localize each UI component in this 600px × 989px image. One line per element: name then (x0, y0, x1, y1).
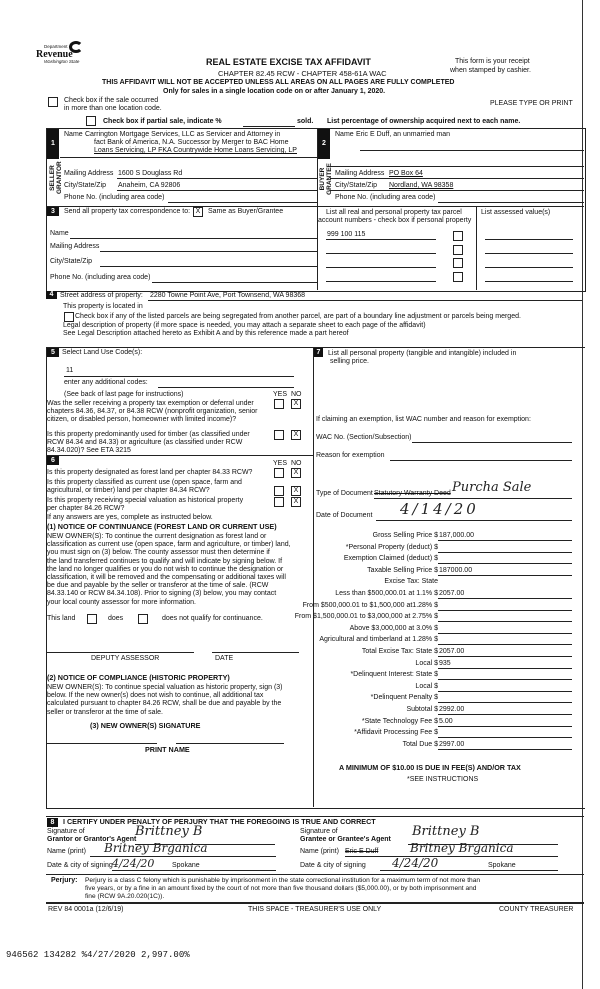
tax-row-value[interactable]: 935 (439, 659, 451, 667)
buyer-city-label: City/State/Zip (335, 182, 378, 189)
tax-row-label: From $1,500,000.01 to $3,000,000 at 2.75% $ (294, 613, 438, 621)
section-7-number: 7 (314, 348, 323, 357)
seller-name-label: Name (64, 131, 83, 138)
forest-no-checkbox[interactable]: X (291, 468, 301, 478)
street-address-value[interactable]: 2280 Towne Point Ave, Port Townsend, WA 98368 (150, 292, 306, 299)
tax-row-value[interactable]: 2057.00 (439, 590, 465, 597)
additional-codes-label: enter any additional codes: (64, 379, 148, 386)
if-yes-note: If any answers are yes, complete as instructed below. (47, 514, 213, 521)
tax-row-line (438, 679, 572, 680)
partial-sale-label: Check box if partial sale, indicate % (103, 118, 222, 125)
grantee-sig-label-2: Grantee or Grantee's Agent (300, 836, 391, 843)
grantee-signature[interactable]: Brittney B (412, 824, 480, 839)
send-correspondence-label: Send all property tax correspondence to: (64, 208, 191, 215)
assessed-value-field[interactable] (485, 281, 573, 282)
section-3-number: 3 (47, 207, 59, 216)
please-type: PLEASE TYPE OR PRINT (490, 100, 573, 107)
personal-property-checkbox[interactable] (453, 245, 463, 255)
does-not-qualify-label: does not qualify for continuance. (162, 615, 263, 622)
new-owner-signature-field[interactable] (47, 743, 157, 744)
timber-yes-checkbox[interactable] (274, 430, 284, 440)
parcel-line (326, 239, 436, 240)
grantee-sig-label-1: Signature of (300, 828, 338, 835)
correspondence-name-field[interactable] (70, 238, 317, 239)
document-type-label: Type of Document (316, 490, 373, 497)
not-qualifies-checkbox[interactable] (138, 614, 148, 624)
tax-row-value[interactable]: 187000.00 (439, 566, 473, 574)
tax-row-label: *Delinquent Interest: State $ (350, 671, 438, 679)
grantor-sig-label-1: Signature of (47, 828, 85, 835)
buyer-name-label: Name (335, 131, 354, 138)
tax-row-label: Agricultural and timberland at 1.28% $ (319, 636, 438, 644)
tax-row-line (438, 726, 572, 727)
qualifies-checkbox[interactable] (87, 614, 97, 624)
divider (46, 206, 584, 207)
grantee-date-value[interactable]: 4/24/20 (392, 856, 439, 870)
tax-row-line (438, 668, 572, 669)
tax-row-label: *Affidavit Processing Fee $ (354, 729, 438, 737)
assessed-value-field[interactable] (485, 239, 573, 240)
exemption-question-2: chapters 84.36, 84.37, or 84.38 RCW (nonprofit organization, senior (47, 408, 258, 415)
parcel-header-2: account numbers - check box if personal property (318, 217, 472, 224)
wac-field[interactable] (412, 442, 572, 443)
historic-yes-checkbox[interactable] (274, 497, 284, 507)
section-1-number: 1 (47, 129, 59, 159)
personal-property-checkbox[interactable] (453, 258, 463, 268)
exemption-question-3: citizen, or disabled person, homeowner with limited income)? (47, 416, 237, 423)
tax-row-line (438, 563, 572, 564)
tax-row-label: Excise Tax: State (384, 578, 438, 586)
exemption-question-1: Was the seller receiving a property tax exemption or deferral under (47, 400, 254, 407)
tax-row-line (438, 633, 572, 634)
notice-line: the land transferred continues to qualify and will indicate by signing below. If (47, 557, 283, 565)
receipt-note-1: This form is your receipt (455, 58, 530, 65)
exemption-reason-field[interactable] (390, 460, 572, 461)
current-use-question-1: Is this property classified as current use (open space, farm and (47, 479, 242, 486)
tax-row-label: Local $ (415, 659, 438, 667)
exemption-yes-checkbox[interactable] (274, 399, 284, 409)
notice-compliance-title: (2) NOTICE OF COMPLIANCE (HISTORIC PROPERTY) (47, 673, 230, 682)
tax-row-line (438, 575, 572, 576)
multi-location-label-1: Check box if the sale occurred (64, 97, 159, 104)
grantee-name-line (345, 856, 558, 857)
yes-header: YES (273, 460, 288, 467)
notice-line: classification as current use (open space, farm and agriculture, or timber) land, (47, 541, 291, 549)
notice-line: the land no longer qualifies or you do not wish to continue the designation or (47, 565, 284, 573)
tax-row-label: Total Excise Tax: State $ (361, 648, 438, 655)
segregated-label: Check box if any of the listed parcels are being segregated from another parcel, are part of a boundary line adjustment or parcels being merged. (75, 313, 521, 320)
perjury-text-2: five years, or by a fine in an amount fixed by the court of not more than five thousand dollars ($5,000.00), or by both imprisonment and (85, 885, 477, 892)
buyer-name-line (360, 150, 584, 151)
grantee-date-line (380, 870, 558, 871)
county-treasurer-label: COUNTY TREASURER (499, 906, 574, 913)
divider (330, 166, 584, 167)
logo-name: Revenue (36, 49, 73, 60)
tax-row-line (438, 737, 572, 738)
does-label: does (108, 615, 124, 622)
buyer-phone-field[interactable] (438, 202, 584, 203)
multi-location-label-2: in more than one location code. (64, 105, 162, 112)
logo-state: Washington State (44, 59, 80, 64)
print-name-label: PRINT NAME (145, 745, 190, 754)
form-chapter: CHAPTER 82.45 RCW - CHAPTER 458-61A WAC (218, 69, 387, 78)
tax-row-label: Above $3,000,000 at 3.0% $ (349, 624, 438, 632)
legal-description-value[interactable]: See Legal Description attached hereto as Exhibit A and by this reference made a part hereof (63, 330, 349, 337)
buyer-name-value[interactable]: Eric E Duff, an unmarried man (356, 131, 451, 138)
timber-no-checkbox[interactable]: X (291, 430, 301, 440)
perjury-label: Perjury: (51, 877, 78, 884)
tax-row-label: Total Due $ (402, 740, 438, 748)
parcel-line (326, 267, 436, 268)
seller-city-value[interactable]: Anaheim, CA 92806 (118, 182, 181, 189)
divider (46, 455, 313, 456)
street-address-line (148, 300, 582, 301)
new-owner-signature-title: (3) NEW OWNER(S) SIGNATURE (90, 721, 201, 730)
historic-question-2: per chapter 84.26 RCW? (47, 505, 125, 512)
assessed-header: List assessed value(s) (481, 209, 551, 216)
tax-row-label: From $500,000.01 to $1,500,000 at1.28% $ (302, 601, 438, 609)
seller-name-1[interactable]: Carrington Mortgage Services, LLC as Servicer and Attorney in (85, 131, 281, 138)
grantee-city-value[interactable]: Spokane (488, 862, 516, 869)
parcel-line (326, 253, 436, 254)
parcel-header-1: List all real and personal property tax parcel (326, 209, 462, 216)
land-use-code[interactable]: 11 (66, 367, 74, 374)
wac-label: WAC No. (Section/Subsection) (316, 434, 412, 441)
notice-line: be due and payable by the seller or transferor at the time of sale. (RCW (47, 582, 269, 590)
date-label: DATE (215, 655, 234, 662)
seller-name-3[interactable]: Loans Servicing, LP FKA Countrywide Home Loans Servicing, LP (94, 147, 297, 154)
yes-header: YES (273, 391, 288, 398)
grantor-city-value[interactable]: Spokane (172, 862, 200, 869)
seller-mailing-value[interactable]: 1600 S Douglass Rd (118, 170, 183, 177)
grantor-date-line (112, 870, 276, 871)
notice-line: classification, it will be removed and the compensating or additional taxes will (47, 574, 286, 581)
grantee-name-struck: Eric E Duff (345, 848, 379, 855)
same-as-buyer-label: Same as Buyer/Grantee (208, 208, 284, 215)
tax-row-value[interactable]: 2992.00 (439, 706, 465, 713)
list-percentage-label: List percentage of ownership acquired next to each name. (327, 118, 521, 125)
no-header: NO (291, 460, 302, 467)
segregated-checkbox[interactable] (64, 312, 74, 322)
tax-row-value[interactable]: 187,000.00 (439, 532, 475, 539)
section-5-number: 5 (47, 348, 59, 357)
seller-name-2[interactable]: fact Bank of America, N.A. Successor by Merger to BAC Home (94, 139, 289, 146)
grantee-name-value[interactable]: Britney Brganica (410, 841, 514, 855)
tax-row-line (438, 702, 572, 703)
notice-continuance-title: (1) NOTICE OF CONTINUANCE (FOREST LAND OR CURRENT USE) (47, 522, 277, 531)
no-header: NO (291, 391, 302, 398)
perjury-text-3: fine (RCW 9A.20.020(1C)). (85, 893, 165, 900)
tax-row-label: *Delinquent Penalty $ (370, 694, 438, 702)
minimum-due-note: A MINIMUM OF $10.00 IS DUE IN FEE(S) AND/OR TAX (339, 763, 521, 772)
legal-description-label: Legal description of property (if more space is needed, you may attach a separate sheet to each page of the affidavit) (63, 322, 426, 329)
seller-grantor-label (49, 162, 63, 194)
notice-line: below. If the new owner(s) does not wish to continue, all additional tax (47, 692, 264, 700)
treasurer-use-label: THIS SPACE - TREASURER'S USE ONLY (248, 906, 382, 913)
notice-line: NEW OWNER(S): To continue special valuation as historic property, sign (3) (47, 684, 283, 691)
current-use-question-2: agricultural, or timber) land per chapter 84.34 RCW? (47, 487, 210, 494)
tax-row-line (438, 552, 572, 553)
correspondence-mailing-field[interactable] (100, 251, 317, 252)
seller-mailing-line (117, 178, 317, 179)
current-use-yes-checkbox[interactable] (274, 486, 284, 496)
notice-line: seller or transferor at the time of sale. (47, 708, 163, 716)
partial-sale-checkbox[interactable] (86, 116, 96, 126)
correspondence-name-label: Name (50, 230, 69, 237)
grantor-name-value[interactable]: Britney Brganica (104, 841, 208, 855)
this-land-label: This land (47, 615, 76, 622)
grantee-name-label: Name (print) (300, 848, 339, 855)
assessor-date-field[interactable] (212, 652, 299, 653)
notice-line: your local county assessor for more information. (47, 598, 197, 606)
located-in-label: This property is located in (63, 303, 143, 310)
receipt-stamp: 946562 134282 %4/27/2020 2,997.00% (6, 950, 190, 960)
forest-yes-checkbox[interactable] (274, 468, 284, 478)
section-2-number: 2 (318, 129, 330, 159)
section-4-number: 4 (46, 291, 57, 299)
new-owner-signature-field-2[interactable] (176, 743, 284, 744)
grantor-name-label: Name (print) (47, 848, 86, 855)
buyer-city-value[interactable]: Nordland, WA 98358 (389, 182, 454, 189)
correspondence-mailing-label: Mailing Address (50, 243, 100, 250)
certify-statement: I CERTIFY UNDER PENALTY OF PERJURY THAT THE FOREGOING IS TRUE AND CORRECT (63, 817, 376, 826)
divider (330, 178, 584, 179)
correspondence-phone-label: Phone No. (including area code) (50, 274, 151, 281)
form-title: REAL ESTATE EXCISE TAX AFFIDAVIT (206, 57, 371, 67)
correspondence-city-field[interactable] (100, 266, 317, 267)
tax-row-line (438, 598, 572, 599)
historic-no-checkbox[interactable]: X (291, 497, 301, 507)
timber-question-2: RCW 84.34 and 84.33) or agriculture (as classified under RCW (47, 439, 243, 446)
section-6-number: 6 (47, 456, 59, 465)
buyer-label: BUYER (319, 167, 326, 191)
exemption-prompt: If claiming an exemption, list WAC number and reason for exemption: (316, 416, 531, 423)
same-as-buyer-checkbox[interactable]: X (193, 207, 203, 217)
seller-phone-field[interactable] (168, 202, 317, 203)
tax-row-label: Exemption Claimed (deduct) $ (343, 555, 438, 563)
assessed-value-field[interactable] (485, 253, 573, 254)
notice-line: calculated pursuant to chapter 84.26 RCW, shall be due and payable by the (47, 700, 282, 708)
parcel-number-1[interactable]: 999 100 115 (327, 231, 366, 238)
tax-row-label: *State Technology Fee $ (361, 717, 438, 725)
partial-percent-field[interactable] (243, 126, 295, 127)
document-date-line (376, 520, 572, 521)
document-type-handwritten[interactable]: Purcha Sale (452, 480, 532, 495)
divider (46, 874, 584, 875)
deputy-assessor-label: DEPUTY ASSESSOR (91, 655, 160, 662)
timber-question-1: Is this property predominantly used for timber (as classified under (47, 431, 250, 438)
assessed-value-field[interactable] (485, 267, 573, 268)
form-revision: REV 84 0001a (12/6/19) (48, 906, 124, 913)
logo-swoosh-icon (69, 41, 83, 53)
perjury-text-1: Perjury is a class C felony which is punishable by imprisonment in the state correctional institution for a maximum term of not more than (85, 877, 481, 884)
grantor-date-value[interactable]: 4/24/20 (112, 857, 155, 870)
grantor-signature[interactable]: Brittney B (135, 824, 203, 839)
document-type-struck: Statutory Warranty Deed (374, 490, 451, 497)
see-instructions: *SEE INSTRUCTIONS (407, 776, 479, 783)
timber-question-3: 84.34.020)? See ETA 3215 (47, 447, 131, 454)
buyer-phone-label: Phone No. (including area code) (335, 194, 436, 201)
buyer-mailing-label: Mailing Address (335, 170, 385, 177)
section-8-number: 8 (47, 818, 58, 827)
tax-row-label: Local $ (415, 682, 438, 690)
current-use-no-checkbox[interactable]: X (291, 486, 301, 496)
sections-divider (313, 347, 314, 807)
sold-label: sold. (297, 118, 314, 125)
receipt-note-2: when stamped by cashier. (450, 67, 531, 74)
seller-mailing-label: Mailing Address (64, 170, 114, 177)
personal-property-checkbox[interactable] (453, 272, 463, 282)
only-sales-line: Only for sales in a single location code on or after January 1, 2020. (163, 88, 386, 95)
notice-line: NEW OWNER(S): To continue the current designation as forest land or (47, 533, 267, 540)
tax-row-line (438, 621, 572, 622)
seller-label: SELLER (49, 165, 56, 191)
correspondence-phone-field[interactable] (152, 282, 317, 283)
document-date-value[interactable]: 4/14/20 (400, 500, 479, 518)
tax-row-line (438, 749, 572, 750)
grantee-label: GRANTEE (326, 163, 333, 195)
tax-row-line (438, 610, 572, 611)
historic-question-1: Is this property receiving special valuation as historical property (47, 497, 244, 504)
see-back-label: (See back of last page for instructions) (64, 391, 184, 398)
grantor-sig-label-2: Grantor or Grantor's Agent (47, 836, 137, 843)
correspondence-city-label: City/State/Zip (50, 258, 93, 265)
tax-row-value[interactable]: 2057.00 (439, 648, 465, 655)
divider (46, 902, 584, 904)
personal-property-title-1: List all personal property (tangible and intangible) included in (328, 350, 517, 357)
tax-row-line (438, 714, 572, 715)
warning-line: THIS AFFIDAVIT WILL NOT BE ACCEPTED UNLESS ALL AREAS ON ALL PAGES ARE FULLY COMPLETED (102, 79, 455, 86)
tax-row-label: Less than $500,000.01 at 1.1% $ (335, 590, 438, 597)
parcel-line (326, 281, 436, 282)
assessed-divider (476, 206, 477, 290)
additional-codes-field[interactable] (158, 387, 294, 388)
grantee-date-label: Date & city of signing (300, 862, 366, 869)
buyer-mailing-value[interactable]: PO Box 64 (389, 170, 423, 177)
seller-city-label: City/State/Zip (64, 182, 107, 189)
document-date-label: Date of Document (316, 512, 373, 519)
notice-line: you must sign on (3) below. The county assessor must then determine if (47, 549, 270, 557)
tax-row-label: *Personal Property (deduct) $ (345, 543, 438, 551)
notice-line: 84.33.140 or RCW 84.34.108). Prior to signing (3) below, you may contact (47, 590, 277, 598)
land-use-title: Select Land Use Code(s): (62, 349, 143, 356)
grantor-date-label: Date & city of signing (47, 862, 113, 869)
tax-row-line (438, 644, 572, 645)
seller-city-line (117, 190, 317, 191)
tax-row-line (438, 656, 572, 657)
forest-question: Is this property designated as forest land per chapter 84.33 RCW? (47, 469, 253, 476)
grantor-label: GRANTOR (56, 161, 63, 194)
tax-row-label: Subtotal $ (406, 706, 438, 713)
exemption-no-checkbox[interactable]: X (291, 399, 301, 409)
tax-row-line (438, 691, 572, 692)
tax-row-value[interactable]: 5.00 (439, 717, 453, 725)
divider (60, 157, 317, 158)
divider (330, 190, 584, 191)
seller-phone-label: Phone No. (including area code) (64, 194, 165, 201)
personal-property-title-2: selling price. (330, 358, 369, 365)
land-use-code-line (64, 376, 294, 377)
tax-row-line (438, 540, 572, 541)
document-type-line (374, 498, 572, 499)
logo-dept: Department of (44, 44, 73, 49)
tax-row-label: Gross Selling Price $ (372, 532, 438, 539)
multi-location-checkbox[interactable] (48, 97, 58, 107)
exemption-reason-label: Reason for exemption (316, 452, 385, 459)
street-address-label: Street address of property: (60, 292, 143, 299)
tax-row-value[interactable]: 2997.00 (439, 740, 465, 748)
deputy-assessor-signature-field[interactable] (47, 652, 194, 653)
tax-row-label: Taxable Selling Price $ (367, 566, 438, 574)
personal-property-checkbox[interactable] (453, 231, 463, 241)
